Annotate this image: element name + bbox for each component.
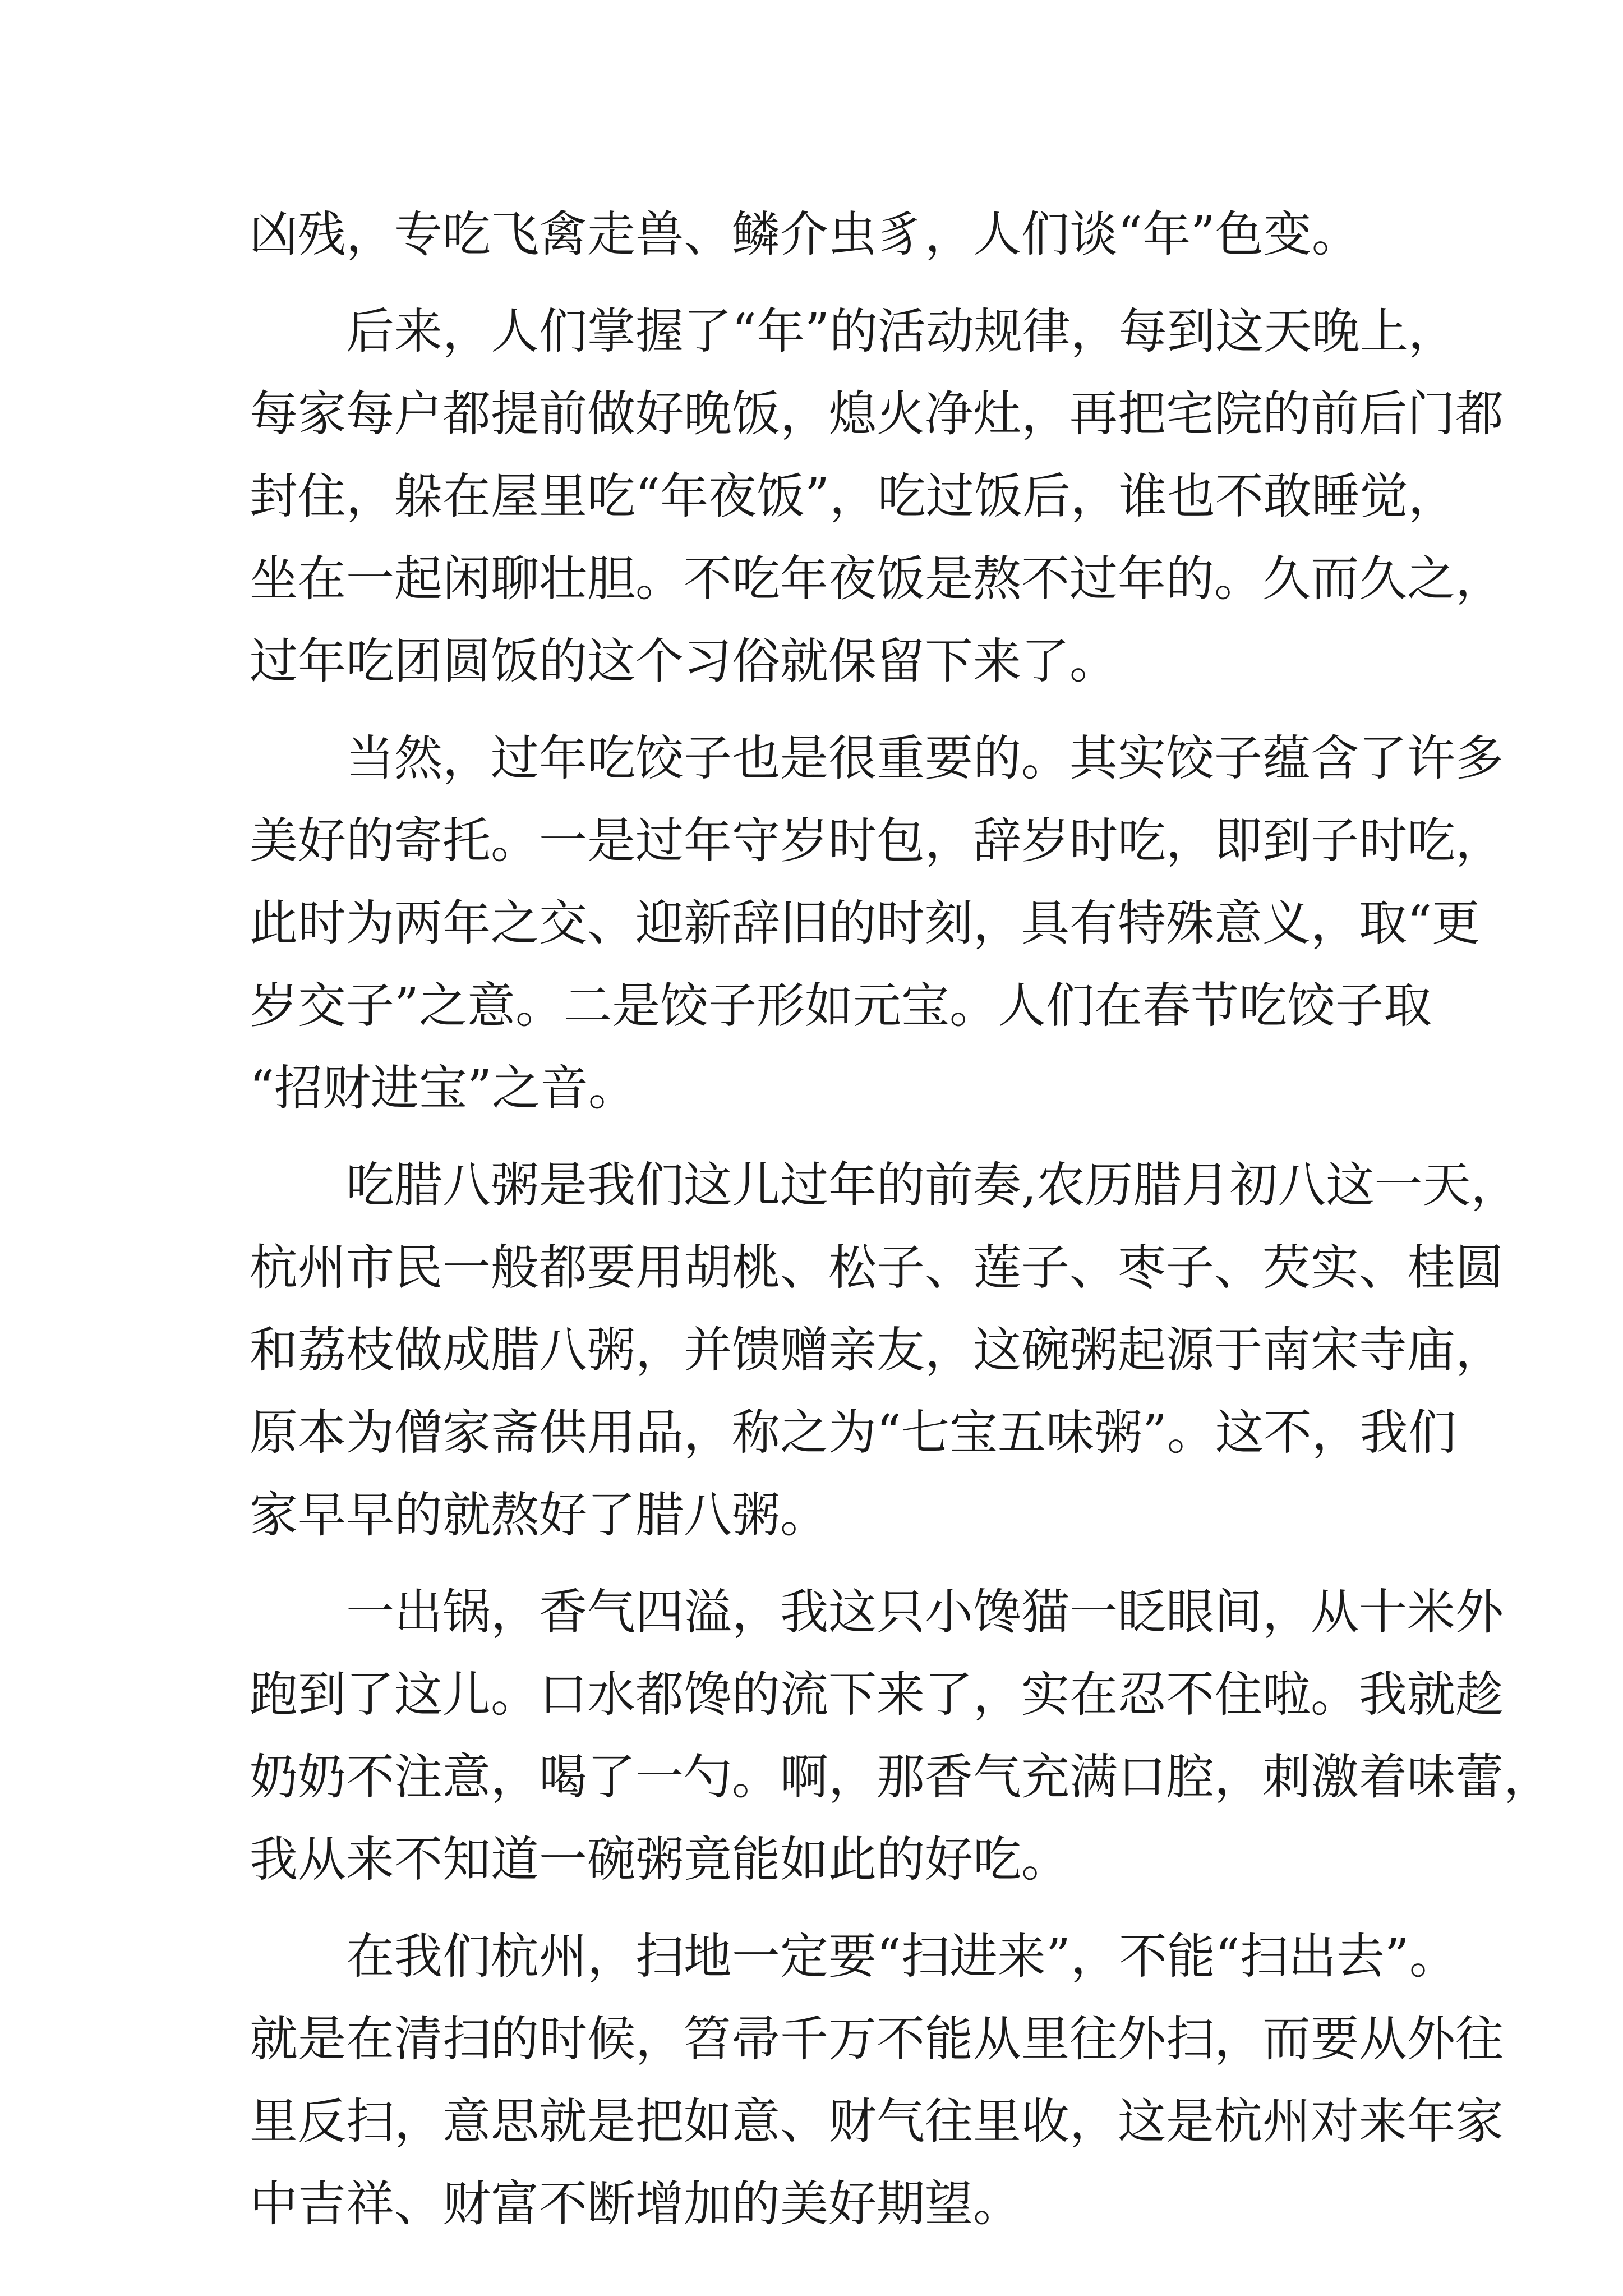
text-line: 凶残，专吃飞禽走兽、鳞介虫豸，人们谈“年”色变。 <box>250 206 1360 263</box>
text-line: 此时为两年之交、迎新辞旧的时刻，具有特殊意义，取“更 <box>250 895 1480 951</box>
text-line: 坐在一起闲聊壮胆。不吃年夜饭是熬不过年的。久而久之， <box>250 551 1504 607</box>
text-line: 家早早的就熬好了腊八粥。 <box>250 1487 828 1543</box>
text-line: 当然，过年吃饺子也是很重要的。其实饺子蕴含了许多 <box>346 730 1504 786</box>
text-line: 我从来不知道一碗粥竟能如此的好吃。 <box>250 1832 1069 1888</box>
text-line: 封住，躲在屋里吃“年夜饭”，吃过饭后，谁也不敢睡觉， <box>250 468 1456 524</box>
text-line: 和荔枝做成腊八粥，并馈赠亲友，这碗粥起源于南宋寺庙， <box>250 1322 1504 1378</box>
text-line: “招财进宝”之音。 <box>250 1060 637 1116</box>
paragraph-1 <box>250 194 1399 276</box>
text-line: 过年吃团圆饭的这个习俗就保留下来了。 <box>250 633 1118 689</box>
text-line: 跑到了这儿。口水都馋的流下来了，实在忍不住啦。我就趁 <box>250 1667 1504 1723</box>
paragraph-6 <box>250 1916 1504 2246</box>
text-line: 岁交子”之意。二是饺子形如元宝。人们在春节吃饺子取 <box>250 978 1432 1034</box>
paragraph-5 <box>250 1571 1552 1901</box>
text-line: 后来，人们掌握了“年”的活动规律，每到这天晚上， <box>346 303 1456 360</box>
text-line: 中吉祥、财富不断增加的美好期望。 <box>250 2176 1021 2232</box>
paragraph-3 <box>250 717 1504 1130</box>
paragraph-4 <box>250 1144 1519 1557</box>
text-line: 里反扫，意思就是把如意、财气往里收，这是杭州对来年家 <box>250 2093 1504 2150</box>
text-line: 奶奶不注意，喝了一勺。啊，那香气充满口腔，刺激着味蕾， <box>250 1749 1552 1805</box>
text-line: 在我们杭州，扫地一定要“扫进来”，不能“扫出去”。 <box>346 1929 1458 1985</box>
text-line: 美好的寄托。一是过年守岁时包，辞岁时吃，即到子时吃， <box>250 813 1504 869</box>
text-line: 一出锅，香气四溢，我这只小馋猫一眨眼间，从十米外 <box>346 1584 1504 1640</box>
paragraph-2 <box>250 291 1504 703</box>
text-line: 原本为僧家斋供用品，称之为“七宝五味粥”。这不，我们 <box>250 1405 1456 1461</box>
text-line: 吃腊八粥是我们这儿过年的前奏,农历腊月初八这一天， <box>346 1157 1519 1213</box>
text-line: 每家每户都提前做好晚饭，熄火净灶，再把宅院的前后门都 <box>250 386 1504 442</box>
text-line: 就是在清扫的时候，笤帚千万不能从里往外扫，而要从外往 <box>250 2011 1504 2067</box>
text-line: 杭州市民一般都要用胡桃、松子、莲子、枣子、芡实、桂圆 <box>250 1240 1504 1296</box>
body-text <box>250 194 1552 2246</box>
